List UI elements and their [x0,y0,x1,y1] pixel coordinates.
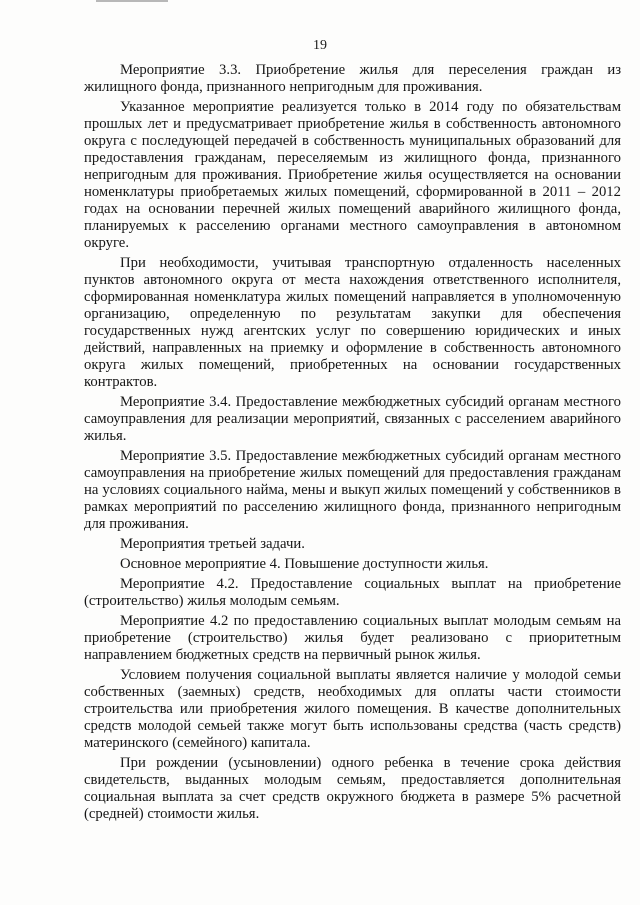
paragraph-main-measure-4: Основное мероприятие 4. Повышение доступности жилья. [120,556,489,572]
paragraph-nomenclature: При необходимости, учитывая транспортную отдаленность населенных пунктов автономного округа от места нахождения ответственного исполнителя, сформированная номенклатура жилых помещений направляется в уполномоченную организацию, определенную по результатам закупки для обеспечения государственных нужд агентских услуг по совершению юридических и иных действий, направленных на приемку и оформление в собственность автономного округа жилых помещений, приобретенных на основании государственных контрактов. [84,255,621,390]
page-number: 19 [313,38,327,53]
scan-edge-mark [96,0,168,2]
paragraph-payment-condition: Условием получения социальной выплаты является наличие у молодой семьи собственных (заемных) средств, необходимых для оплаты части стоимости строительства или приобретения жилого помещения. В качестве дополнительных средств молодой семьей также могут быть использованы средства (часть средств) материнского (семейного) капитала. [84,667,621,751]
paragraph-child-birth: При рождении (усыновлении) одного ребенка в течение срока действия свидетельств, выданных молодым семьям, предоставляется дополнительная социальная выплата за счет средств окружного бюджета в размере 5% расчетной (средней) стоимости жилья. [84,755,621,822]
paragraph-measure-4-2-description: Мероприятие 4.2 по предоставлению социальных выплат молодым семьям на приобретение (строительство) жилья будет реализовано с приоритетным направлением бюджетных средств на первичный рынок жилья. [84,613,621,663]
paragraph-measure-3-3: Мероприятие 3.3. Приобретение жилья для переселения граждан из жилищного фонда, признанного непригодным для проживания. [84,62,621,95]
paragraph-measure-4-2: Мероприятие 4.2. Предоставление социальных выплат на приобретение (строительство) жилья молодым семьям. [84,576,621,609]
body-text [84,62,621,826]
paragraph-measure-3-5: Мероприятие 3.5. Предоставление межбюджетных субсидий органам местного самоуправления на приобретение жилых помещений для предоставления гражданам на условиях социального найма, мены и выкуп жилых помещений у собственников в рамках мероприятий по расселению жилищного фонда, признанного непригодным для проживания. [84,448,621,532]
paragraph-measure-3-3-description: Указанное мероприятие реализуется только в 2014 году по обязательствам прошлых лет и предусматривает приобретение жилья в собственность автономного округа с последующей передачей в собственность муниципальных образований для предоставления гражданам, переселяемым из жилищного фонда, признанного непригодным для проживания. Приобретение жилья осуществляется на основании номенклатуры приобретаемых жилых помещений, сформированной в 2011 – 2012 годах на основании перечней жилых помещений аварийного жилищного фонда, планируемых к расселению органами местного самоуправления в автономном округе. [84,99,621,251]
paragraph-third-task: Мероприятия третьей задачи. [120,536,305,552]
paragraph-measure-3-4: Мероприятие 3.4. Предоставление межбюджетных субсидий органам местного самоуправления для реализации мероприятий, связанных с расселением аварийного жилья. [84,394,621,444]
